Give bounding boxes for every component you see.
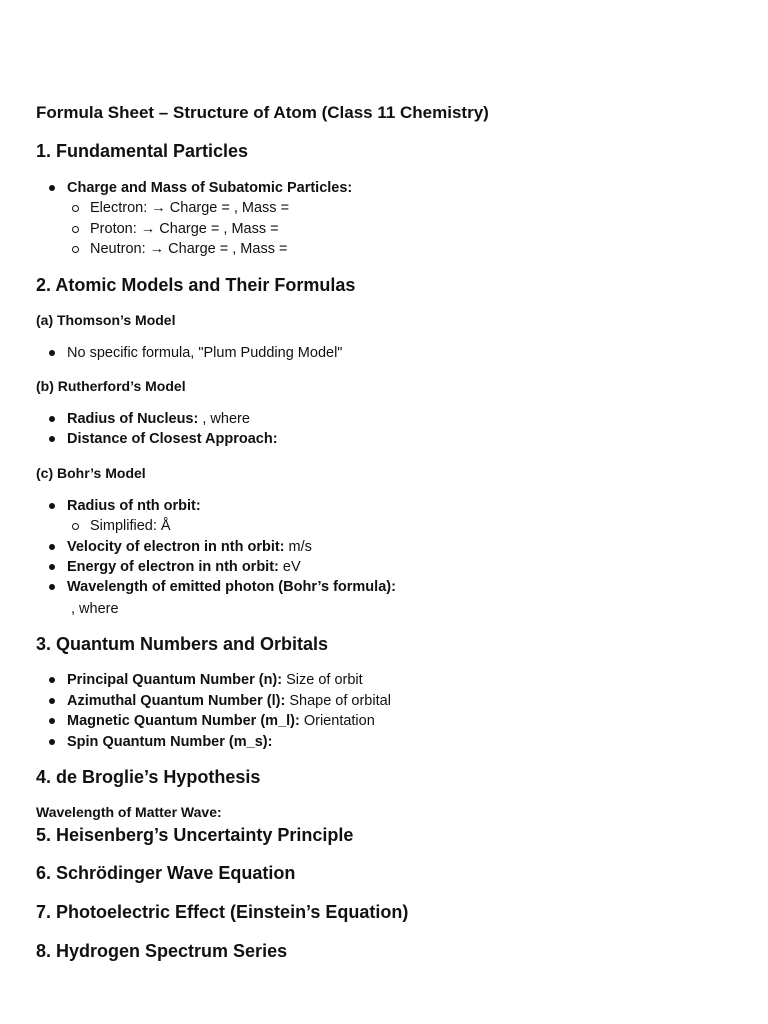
item-label: Wavelength of emitted photon (Bohr’s formula): <box>67 579 396 596</box>
bohr-radius-sublist <box>67 516 736 536</box>
section-heading-quantum-numbers: 3. Quantum Numbers and Orbitals <box>36 634 329 655</box>
list-item <box>36 670 736 690</box>
fundamental-particles-list <box>36 178 736 260</box>
item-label: Velocity of electron in nth orbit: <box>67 538 285 555</box>
list-item-electron: Electron: → Charge = , Mass = <box>67 198 736 218</box>
item-text: Shape of orbital <box>285 692 391 709</box>
list-item <box>36 711 736 731</box>
section-heading-de-broglie: 4. de Broglie’s Hypothesis <box>36 767 261 788</box>
list-item <box>36 178 736 260</box>
item-label: Radius of Nucleus: <box>67 411 199 428</box>
subheading-thomson: (a) Thomson’s Model <box>36 311 176 328</box>
list-item <box>36 429 736 449</box>
subheading-rutherford: (b) Rutherford’s Model <box>36 378 186 395</box>
item-text: Size of orbit <box>282 672 363 689</box>
list-item-simplified: Simplified: Å <box>67 516 736 536</box>
document-page <box>36 100 736 964</box>
page-title: Formula Sheet – Structure of Atom (Class 11 Chemistry) <box>36 103 489 122</box>
list-item-proton: Proton: → Charge = , Mass = <box>67 219 736 239</box>
section-heading-photoelectric: 7. Photoelectric Effect (Einstein’s Equation) <box>36 902 409 923</box>
section-heading-atomic-models: 2. Atomic Models and Their Formulas <box>36 274 356 295</box>
item-label: Principal Quantum Number (n): <box>67 672 283 689</box>
item-label: Azimuthal Quantum Number (l): <box>67 692 286 709</box>
subheading-matter-wave: Wavelength of Matter Wave: <box>36 804 222 821</box>
list-item <box>36 537 736 557</box>
item-label: Charge and Mass of Subatomic Particles: <box>67 180 353 196</box>
item-label: Spin Quantum Number (m_s): <box>67 733 273 750</box>
item-text: , where <box>71 600 119 617</box>
list-item <box>36 577 736 620</box>
section-heading-schrodinger: 6. Schrödinger Wave Equation <box>36 863 296 884</box>
section-heading-heisenberg: 5. Heisenberg’s Uncertainty Principle <box>36 825 354 846</box>
thomson-list <box>36 343 736 363</box>
item-text: eV <box>278 559 301 576</box>
item-text: Orientation <box>299 713 375 730</box>
item-text: , where <box>198 411 250 428</box>
list-item <box>36 691 736 711</box>
rutherford-list <box>36 409 736 450</box>
item-label: Magnetic Quantum Number (m_l): <box>67 713 300 730</box>
particles-sublist <box>67 198 736 259</box>
section-heading-hydrogen-spectrum: 8. Hydrogen Spectrum Series <box>36 941 288 962</box>
section-heading-fundamental-particles: 1. Fundamental Particles <box>36 141 249 161</box>
item-label: Radius of nth orbit: <box>67 497 201 514</box>
list-item <box>36 557 736 577</box>
item-label: Energy of electron in nth orbit: <box>67 559 279 576</box>
list-item <box>36 732 736 752</box>
list-item <box>36 496 736 537</box>
bohr-list <box>36 496 736 621</box>
list-item-neutron: Neutron: → Charge = , Mass = <box>67 239 736 259</box>
list-item: No specific formula, "Plum Pudding Model" <box>36 343 736 363</box>
item-label: Distance of Closest Approach: <box>67 431 278 448</box>
subheading-bohr: (c) Bohr’s Model <box>36 464 146 481</box>
list-item <box>36 409 736 429</box>
item-text: m/s <box>284 538 312 555</box>
quantum-numbers-list <box>36 670 736 752</box>
